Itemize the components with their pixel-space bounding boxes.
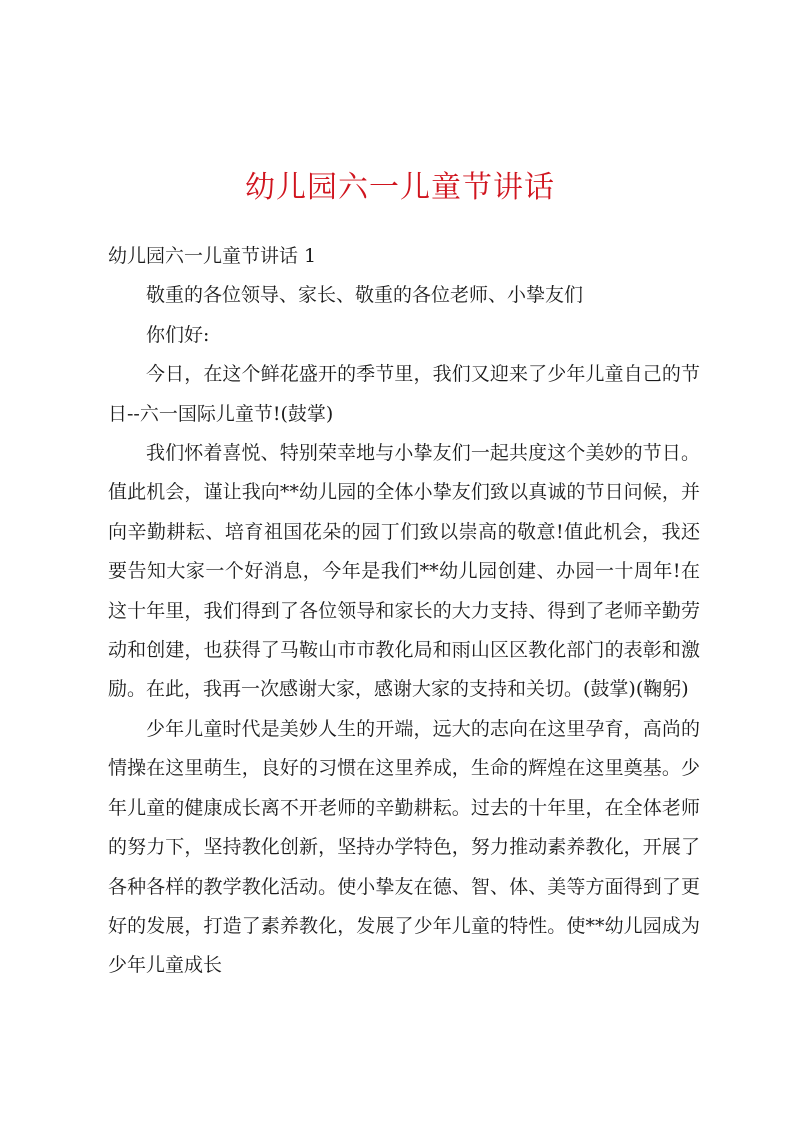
document-title: 幼儿园六一儿童节讲话 [245, 170, 555, 205]
paragraph-childhood: 少年儿童时代是美妙人生的开端，远大的志向在这里孕育，高尚的情操在这里萌生，良好的习惯在这里养成，生命的辉煌在这里奠基。少年儿童的健康成长离不开老师的辛勤耕耘。过去的十年里，在全体老师的努力下，坚持教化创新，坚持办学特色，努力推动素养教化，开展了各种各样的教学教化活动。使小挚友在德、智、体、美等方面得到了更好的发展，打造了素养教化，发展了少年儿童的特性。使**幼儿园成为少年儿童成长 [108, 717, 700, 977]
paragraph-greeting: 你们好: [146, 323, 210, 346]
paragraph-opening: 今日，在这个鲜花盛开的季节里，我们又迎来了少年儿童自己的节日--六一国际儿童节!(鼓掌) [108, 363, 700, 425]
paragraph-salutation: 敬重的各位领导、家长、敬重的各位老师、小挚友们 [146, 284, 584, 307]
paragraph-thanks: 我们怀着喜悦、特别荣幸地与小挚友们一起共度这个美妙的节日。值此机会，谨让我向**幼儿园的全体小挚友们致以真诚的节日问候，并向辛勤耕耘、培育祖国花朵的园丁们致以崇高的敬意!值此机会，我还要告知大家一个好消息，今年是我们**幼儿园创建、办园一十周年!在这十年里，我们得到了各位领导和家长的大力支持、得到了老师辛勤劳动和创建，也获得了马鞍山市市教化局和雨山区区教化部门的表彰和激励。在此，我再一次感谢大家，感谢大家的支持和关切。(鼓掌)(鞠躬) [108, 442, 700, 701]
section-heading: 幼儿园六一儿童节讲话 1 [108, 245, 317, 267]
document-body [108, 237, 700, 986]
